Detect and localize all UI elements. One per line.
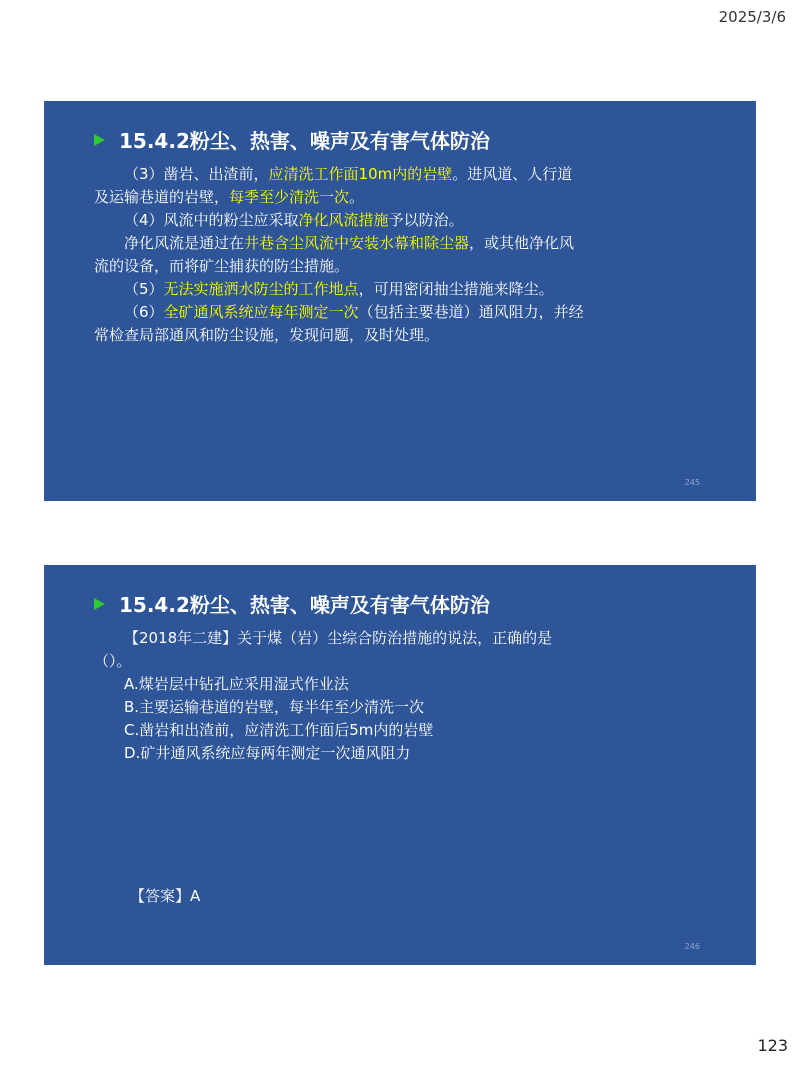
highlight-text: 每季至少清洗一次 [229,188,350,206]
text: （包括主要巷道）通风阻力，并经常检查局部通风和防尘设施，发现问题，及时处理。 [94,303,584,344]
paragraph-3 [94,163,584,209]
highlight-text: 全矿通风系统应每年测定一次 [163,303,359,321]
slide-245 [44,101,756,501]
arrow-bullet-icon [94,134,105,146]
option-a: A.煤岩层中钻孔应采用湿式作业法 [124,675,349,693]
text: （3）凿岩、出渣前， [124,165,269,183]
text: 。进风道、人行道及运输巷道的岩壁， [94,165,573,206]
slide-246 [44,565,756,965]
slide-title-text: 15.4.2粉尘、热害、噪声及有害气体防治 [119,129,490,153]
text: ，或其他净化风流的设备，而将矿尘捕获的防尘措施。 [94,234,575,275]
paragraph-4 [94,209,584,232]
slide-number: 245 [684,478,700,487]
text: 。 [349,188,365,206]
highlight-text: 净化风流措施 [298,211,389,229]
text: （4）风流中的粉尘应采取 [124,211,299,229]
slide-title [94,125,490,154]
paragraph-6 [94,301,584,347]
highlight-text: 井巷含尘风流中安装水幕和除尘器 [244,234,470,252]
paragraph-5 [94,278,584,301]
answer-text: 【答案】A [130,887,201,905]
option-d: D.矿井通风系统应每两年测定一次通风阻力 [124,744,411,762]
highlight-text: 无法实施洒水防尘的工作地点 [163,280,359,298]
slide-title-text: 15.4.2粉尘、热害、噪声及有害气体防治 [119,593,490,617]
text: 净化风流是通过在 [124,234,245,252]
slide-title [94,589,490,618]
text: ，可用密闭抽尘措施来降尘。 [358,280,554,298]
option-c: C.凿岩和出渣前，应清洗工作面后5m内的岩壁 [124,721,434,739]
page-number: 123 [757,1036,788,1055]
text: （5） [124,280,164,298]
arrow-bullet-icon [94,598,105,610]
text: 予以防治。 [388,211,464,229]
text: （6） [124,303,164,321]
paragraph-purify [94,232,584,278]
highlight-text: 应清洗工作面10m内的岩壁 [268,165,453,183]
slide-number: 246 [684,942,700,951]
page-date: 2025/3/6 [718,8,786,26]
option-b: B.主要运输巷道的岩壁，每半年至少清洗一次 [124,698,425,716]
slide-body [94,627,584,765]
options-list [94,673,584,765]
question-text: 【2018年二建】关于煤（岩）尘综合防治措施的说法，正确的是（）。 [94,629,553,670]
slide-body [94,163,584,347]
